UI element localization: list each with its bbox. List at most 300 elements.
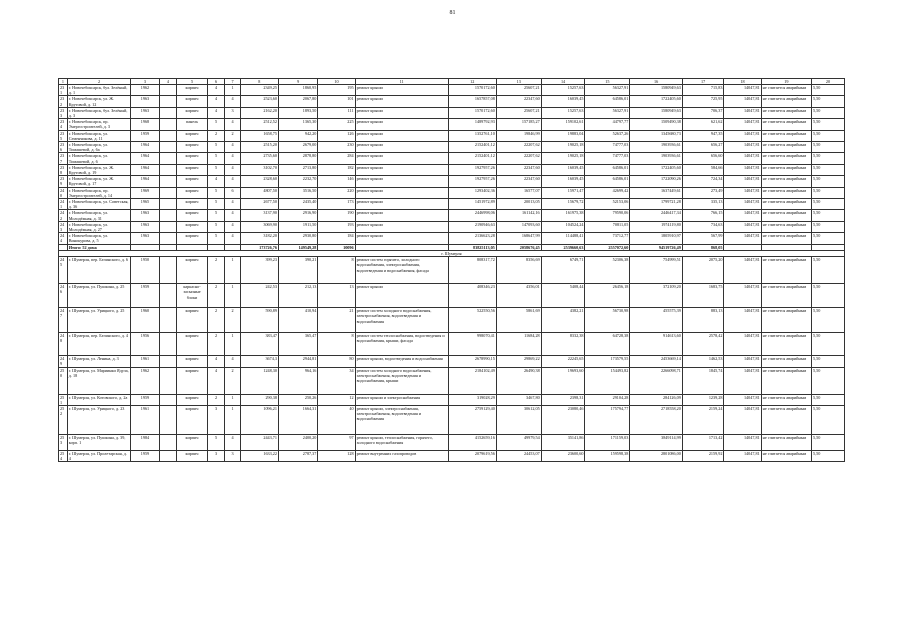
table-cell: 410,94 (278, 308, 317, 333)
table-cell: 734,63 (682, 221, 724, 232)
table-cell: 56327,91 (585, 85, 630, 96)
table-cell: кирпич (177, 367, 208, 394)
table-cell: 225 (318, 119, 355, 130)
table-cell: кирпич (177, 233, 208, 244)
table-cell: 1 (225, 333, 240, 356)
table-cell: г. Шумерля, ул. Мариинки Ядула, д. 18 (67, 367, 130, 394)
table-cell: 245 (59, 257, 68, 284)
table-cell: 1963 (131, 233, 159, 244)
table-cell: 8 (318, 257, 355, 284)
table-cell: 4 (225, 221, 240, 232)
table-cell: 1489792,93 (448, 119, 496, 130)
table-cell: 6 (225, 187, 240, 198)
table-cell (159, 107, 177, 118)
table-cell: 2539660,63 (541, 244, 585, 250)
table-cell: 1964 (131, 164, 159, 175)
table-cell: 1722405,60 (630, 96, 683, 107)
column-number-cell: 5 (177, 79, 208, 85)
column-number-cell: 6 (207, 79, 225, 85)
table-cell: 2515,20 (240, 142, 278, 153)
table-cell: 2152401,12 (448, 142, 496, 153)
table-cell: 1965 (131, 199, 159, 210)
table-cell: 2523,60 (240, 96, 278, 107)
table-cell: не считается аварийным (761, 96, 811, 107)
table-cell: 4 (225, 176, 240, 187)
table-cell: 13 (318, 284, 355, 308)
table-cell: 1927957,26 (448, 176, 496, 187)
table-cell: 157185,27 (496, 119, 541, 130)
table-cell: 14047,81 (724, 107, 761, 118)
table-cell: 80 (318, 356, 355, 367)
table-cell: 14047,81 (724, 434, 761, 450)
table-cell: 24453,07 (496, 450, 541, 461)
table-cell: 2 (225, 367, 240, 394)
table-cell (159, 96, 177, 107)
table-cell: 5,50 (812, 176, 845, 187)
table-cell: 14047,81 (724, 210, 761, 221)
table-cell: 14047,81 (724, 284, 761, 308)
table-cell: 2759129,40 (448, 405, 496, 434)
table-cell: 14047,81 (724, 119, 761, 130)
table-cell: 14047,81 (724, 142, 761, 153)
table-cell: 111 (318, 107, 355, 118)
table-cell: ремонт крыши (355, 107, 448, 118)
table-cell: 947,35 (682, 130, 724, 141)
table-cell: кирпич (177, 405, 208, 434)
table-cell: не считается аварийным (761, 450, 811, 461)
table-cell: ремонт крыши (355, 210, 448, 221)
table-cell: ремонт крыши (355, 85, 448, 96)
table-cell: 372109,20 (630, 284, 683, 308)
table-cell: 15679,72 (541, 199, 585, 210)
table-cell: ремонт крыши (355, 142, 448, 153)
table-cell: 1580949,63 (630, 85, 683, 96)
table-cell: не считается аварийным (761, 85, 811, 96)
table-cell: 19883,04 (541, 130, 585, 141)
table-cell: 14047,81 (724, 130, 761, 141)
table-cell: 231 (59, 85, 68, 96)
table-cell: кирпич (177, 164, 208, 175)
table-row (59, 130, 845, 141)
table-cell: 1365,30 (278, 119, 317, 130)
table-cell: г. Новочебоксарск, ул. Ж. Крутовой, д. 19 (67, 164, 130, 175)
table-cell: 1927957,26 (448, 164, 496, 175)
column-number-cell: 8 (240, 79, 278, 85)
table-cell: 29869,22 (496, 356, 541, 367)
table-cell: 1451972,89 (448, 199, 496, 210)
table-cell: 2677,50 (240, 199, 278, 210)
table-cell: 212,13 (278, 284, 317, 308)
table-cell: г. Новочебоксарск, ул. Винокурова, д. 5 (67, 233, 130, 244)
table-cell: 14047,81 (724, 199, 761, 210)
table-cell: 5861,69 (496, 308, 541, 333)
table-cell: ремонт внутренних газопроводов (355, 450, 448, 461)
table-cell: 2058676,45 (496, 244, 541, 250)
table-cell: не считается аварийным (761, 221, 811, 232)
table-cell: 1959 (131, 130, 159, 141)
table-cell: 5,50 (812, 434, 845, 450)
table-cell: 2453669,14 (630, 356, 683, 367)
table-cell: г. Шумерля, ул. Урицкого, д. 23 (67, 405, 130, 434)
table-cell: 4 (207, 367, 225, 394)
table-cell: 16039,45 (541, 164, 585, 175)
table-cell (159, 164, 177, 175)
table-cell: 5,50 (812, 96, 845, 107)
table-cell: 14047,81 (724, 85, 761, 96)
column-number-cell: 11 (355, 79, 448, 85)
table-cell: 942,20 (278, 130, 317, 141)
table-cell: кирпич (177, 199, 208, 210)
table-cell: не считается аварийным (761, 176, 811, 187)
table-cell (159, 233, 177, 244)
table-cell: 1968 (131, 119, 159, 130)
table-cell: 2 (207, 333, 225, 356)
table-cell: 52306,38 (585, 257, 630, 284)
table-cell: 14047,81 (724, 153, 761, 164)
table-cell: ремонт систем холодного водоснабжения, электроснабжения, водоотведения и водоснабжения (355, 308, 448, 333)
table-cell: ремонт крыши (355, 96, 448, 107)
table-cell: 104524,24 (541, 221, 585, 232)
table-cell: 15971,47 (541, 187, 585, 198)
table-cell: г. Шумерля, ул. Ленина, д. 3 (67, 356, 130, 367)
table-cell: 64586,01 (585, 96, 630, 107)
table-cell: 2232,70 (278, 176, 317, 187)
table-cell: 5,50 (812, 356, 845, 367)
table-cell: 1959 (131, 284, 159, 308)
table-cell: 5,50 (812, 233, 845, 244)
table-cell: не считается аварийным (761, 284, 811, 308)
table-cell: 1974119,80 (630, 221, 683, 232)
table-cell: 22207,62 (496, 142, 541, 153)
table-cell: 114488,41 (541, 233, 585, 244)
table-row (59, 450, 845, 461)
table-row (59, 394, 845, 405)
table-cell: 390,21 (278, 257, 317, 284)
table-row (59, 221, 845, 232)
table-row (59, 233, 845, 244)
table-cell: 1911,50 (278, 221, 317, 232)
column-number-cell: 12 (448, 79, 496, 85)
table-cell: кирпич (177, 107, 208, 118)
table-cell: 455575,39 (630, 308, 683, 333)
table-cell: 2349,25 (240, 85, 278, 96)
table-row (59, 356, 845, 367)
table-cell: 4 (225, 199, 240, 210)
table-cell: 15257,63 (541, 107, 585, 118)
table-cell: не считается аварийным (761, 107, 811, 118)
table-cell: г. Новочебоксарск, бул. Зелёный, д. 1 (67, 85, 130, 96)
table-cell: 1 (225, 394, 240, 405)
table-cell: не считается аварийным (761, 199, 811, 210)
table-cell: 5 (207, 187, 225, 198)
table-cell: 253 (59, 434, 68, 450)
column-number-cell: 16 (630, 79, 683, 85)
table-cell: 868,05 (682, 244, 724, 250)
table-cell: 234 (59, 119, 68, 130)
table-cell: 4382,21 (541, 308, 585, 333)
table-cell: 656,60 (682, 153, 724, 164)
table-cell: 233 (59, 107, 68, 118)
table-cell: 14047,81 (724, 221, 761, 232)
table-row (59, 367, 845, 394)
table-cell: 1961 (131, 405, 159, 434)
table-cell: 20013,05 (496, 199, 541, 210)
table-cell: 173579,55 (585, 356, 630, 367)
table-cell: 2190946,63 (448, 221, 496, 232)
table-cell: 725,95 (682, 96, 724, 107)
table-cell: 4 (207, 85, 225, 96)
table-cell: 964,16 (278, 367, 317, 394)
table-cell: 26490,38 (496, 367, 541, 394)
table-cell: 6749,71 (541, 257, 585, 284)
table-row (59, 199, 845, 210)
table-cell: 3849114,99 (630, 434, 683, 450)
table-cell (159, 130, 177, 141)
table-row (59, 210, 845, 221)
table-cell (159, 394, 177, 405)
table-cell: 247 (59, 308, 68, 333)
column-number-cell: 1 (59, 79, 68, 85)
table-cell: 3 (225, 107, 240, 118)
table-cell: кирпич (177, 142, 208, 153)
table-cell: 5,50 (812, 450, 845, 461)
table-cell: 4 (225, 434, 240, 450)
table-cell: 2878,80 (278, 153, 317, 164)
table-cell (159, 85, 177, 96)
table-row (59, 96, 845, 107)
table-cell: 5 (207, 233, 225, 244)
table-cell: 1799721,28 (630, 199, 683, 210)
table-cell (159, 221, 177, 232)
table-cell: 706,37 (682, 107, 724, 118)
table-cell: 34 (318, 367, 355, 394)
column-number-cell: 9 (278, 79, 317, 85)
table-cell: 2557072,60 (585, 244, 630, 250)
section-title: г. Шумерля (59, 250, 845, 256)
table-cell: 5,50 (812, 257, 845, 284)
table-cell: 1903936,61 (630, 142, 683, 153)
table-cell: 244 (59, 233, 68, 244)
table-cell: 4 (225, 210, 240, 221)
table-cell: 5,50 (812, 119, 845, 130)
table-cell: 235 (59, 130, 68, 141)
table-cell: 19846,99 (496, 130, 541, 141)
table-cell: 236 (59, 142, 68, 153)
table-cell: 159102,61 (541, 119, 585, 130)
table-cell: 2328,60 (240, 176, 278, 187)
table-cell: 1664,31 (278, 405, 317, 434)
table-cell: 914613,60 (630, 333, 683, 356)
table-cell: 4 (225, 96, 240, 107)
table-cell: 1509490,38 (630, 119, 683, 130)
table-cell: 16577,07 (496, 187, 541, 198)
table-cell: 1 (225, 257, 240, 284)
table-cell: 250,26 (278, 394, 317, 405)
table-cell: кирпич (177, 85, 208, 96)
table-cell: 5,50 (812, 187, 845, 198)
table-cell: 3516,50 (278, 187, 317, 198)
table-cell: ремонт крыши (355, 119, 448, 130)
table-cell: г. Шумерля, ул. Пушкина, д. 39, корп. 1 (67, 434, 130, 450)
table-cell: 26456,18 (585, 284, 630, 308)
table-cell: г. Шумерля, ул. Пролетарская, д. 4 (67, 450, 130, 461)
table-cell: 5 (207, 142, 225, 153)
table-cell: 5,50 (812, 210, 845, 221)
table-cell: 1960 (131, 308, 159, 333)
table-cell: 1570172,60 (448, 85, 496, 96)
table-cell: 240 (59, 187, 68, 198)
table-cell: 1722405,60 (630, 164, 683, 175)
table-cell: 10096 (318, 244, 355, 250)
table-row (59, 284, 845, 308)
table-cell: 5 (207, 199, 225, 210)
table-cell: 101 (318, 96, 355, 107)
table-cell: 2 (225, 308, 240, 333)
table-cell: 1 (225, 85, 240, 96)
table-cell: 2159,24 (682, 405, 724, 434)
table-cell: 4807,50 (240, 187, 278, 198)
table-cell: 5,50 (812, 199, 845, 210)
table-cell: 319028,29 (448, 394, 496, 405)
table-cell: 5 (207, 210, 225, 221)
table-cell: 5 (207, 164, 225, 175)
table-cell: 2916,90 (278, 210, 317, 221)
table-row (59, 119, 845, 130)
column-number-cell: 19 (761, 79, 811, 85)
table-cell: 2930,80 (278, 233, 317, 244)
table-cell: 4 (225, 164, 240, 175)
table-cell: 408346,23 (448, 284, 496, 308)
table-cell: 1580949,63 (630, 107, 683, 118)
table-cell: 5 (207, 434, 225, 450)
table-cell: 1637449,61 (630, 187, 683, 198)
table-cell: 2 (207, 394, 225, 405)
table-cell: 30612,05 (496, 405, 541, 434)
table-cell: 248 (59, 333, 68, 356)
table-cell: 1963 (131, 221, 159, 232)
table-cell: г. Новочебоксарск, ул. Молодёжная, д. 27 (67, 221, 130, 232)
table-cell: Итого: 52 дома (67, 244, 130, 250)
table-cell: 5,50 (812, 85, 845, 96)
table-cell: ремонт крыши (355, 176, 448, 187)
repair-program-table (58, 78, 845, 462)
table-cell: 5,50 (812, 153, 845, 164)
table-cell: 4 (225, 119, 240, 130)
table-cell: 1893,50 (278, 107, 317, 118)
table-cell: 284126,09 (630, 394, 683, 405)
table-cell: кирпич (177, 356, 208, 367)
table-cell: 1096,21 (240, 405, 278, 434)
table-cell: 2079619,56 (448, 450, 496, 461)
table-cell: 11684,28 (496, 333, 541, 356)
table-cell: 14047,81 (724, 356, 761, 367)
table-cell: 2435,40 (278, 199, 317, 210)
table-cell: 22207,62 (496, 153, 541, 164)
table-cell: 14047,81 (724, 308, 761, 333)
table-cell: 70811,05 (585, 221, 630, 232)
column-number-cell: 3 (131, 79, 159, 85)
table-cell: 5 (207, 119, 225, 130)
table-cell: 21 (318, 308, 355, 333)
table-cell: 383,47 (240, 333, 278, 356)
table-cell: 64728,38 (585, 333, 630, 356)
column-number-cell: 15 (585, 79, 630, 85)
table-cell: кирпич (177, 308, 208, 333)
table-row (59, 164, 845, 175)
table-cell: кирпич (177, 187, 208, 198)
table-cell: 2 (207, 257, 225, 284)
table-cell: 3137,90 (240, 210, 278, 221)
table-cell: 19025,18 (541, 153, 585, 164)
table-cell: 2162,20 (240, 107, 278, 118)
table-cell: 766,15 (682, 210, 724, 221)
table-cell: 1 (225, 405, 240, 434)
table-cell: 12 (318, 394, 355, 405)
table-cell: кирпич (177, 333, 208, 356)
table-cell: 1293402,36 (448, 187, 496, 198)
table-cell: 4152659,16 (448, 434, 496, 450)
table-cell: 1959 (131, 450, 159, 461)
table-cell: 168647,99 (496, 233, 541, 244)
table-cell: не считается аварийным (761, 356, 811, 367)
table-cell: 1845,74 (682, 367, 724, 394)
table-cell: 241 (59, 199, 68, 210)
table-cell: 25607,21 (496, 85, 541, 96)
table-row (59, 308, 845, 333)
table-cell: 52153,06 (585, 199, 630, 210)
table-cell: 1657857,08 (448, 96, 496, 107)
table-cell: 159598,38 (585, 450, 630, 461)
table-cell: кирпич (177, 221, 208, 232)
table-cell: 42699,42 (585, 187, 630, 198)
table-cell: 251 (59, 394, 68, 405)
table-cell: ремонт крыши, теплоснабжения, горячего, холодного водоснабжения (355, 434, 448, 450)
table-cell: панель (177, 119, 208, 130)
table-row (59, 85, 845, 96)
column-number-cell: 2 (67, 79, 130, 85)
table-cell: 220 (318, 187, 355, 198)
table-cell: 182 (318, 164, 355, 175)
table-cell: 5,50 (812, 333, 845, 356)
table-cell: 567,99 (682, 233, 724, 244)
table-cell: не считается аварийным (761, 210, 811, 221)
table-cell: 147093,60 (496, 221, 541, 232)
table-cell: 284 (318, 153, 355, 164)
table-cell: 3 (207, 450, 225, 461)
column-number-cell: 17 (682, 79, 724, 85)
table-cell: ремонт систем горячего, холодного водоснабжения, электроснабжения, водоотведения и водоснабжения, фасада (355, 257, 448, 284)
table-cell: 1969 (131, 187, 159, 198)
column-number-cell: 13 (496, 79, 541, 85)
table-cell: ремонт крыши (355, 153, 448, 164)
table-cell: 14047,81 (724, 257, 761, 284)
table-cell: 19693,60 (541, 367, 585, 394)
table-cell: 161975,38 (541, 210, 585, 221)
table-cell: 2136623,28 (448, 233, 496, 244)
table-cell: 2446998,06 (448, 210, 496, 221)
table-cell: 56327,91 (585, 107, 630, 118)
table-cell: 2 (207, 284, 225, 308)
table-cell: г. Новочебоксарск, пр. Энергостроителей, д. 14 (67, 187, 130, 198)
table-row (59, 176, 845, 187)
table-cell: 1964 (131, 142, 159, 153)
table-cell (159, 367, 177, 394)
table-cell (159, 153, 177, 164)
table-cell: 2266098,71 (630, 367, 683, 394)
table-cell: 14047,81 (724, 405, 761, 434)
table-cell: 126 (318, 130, 355, 141)
table-cell: 2 (207, 308, 225, 333)
